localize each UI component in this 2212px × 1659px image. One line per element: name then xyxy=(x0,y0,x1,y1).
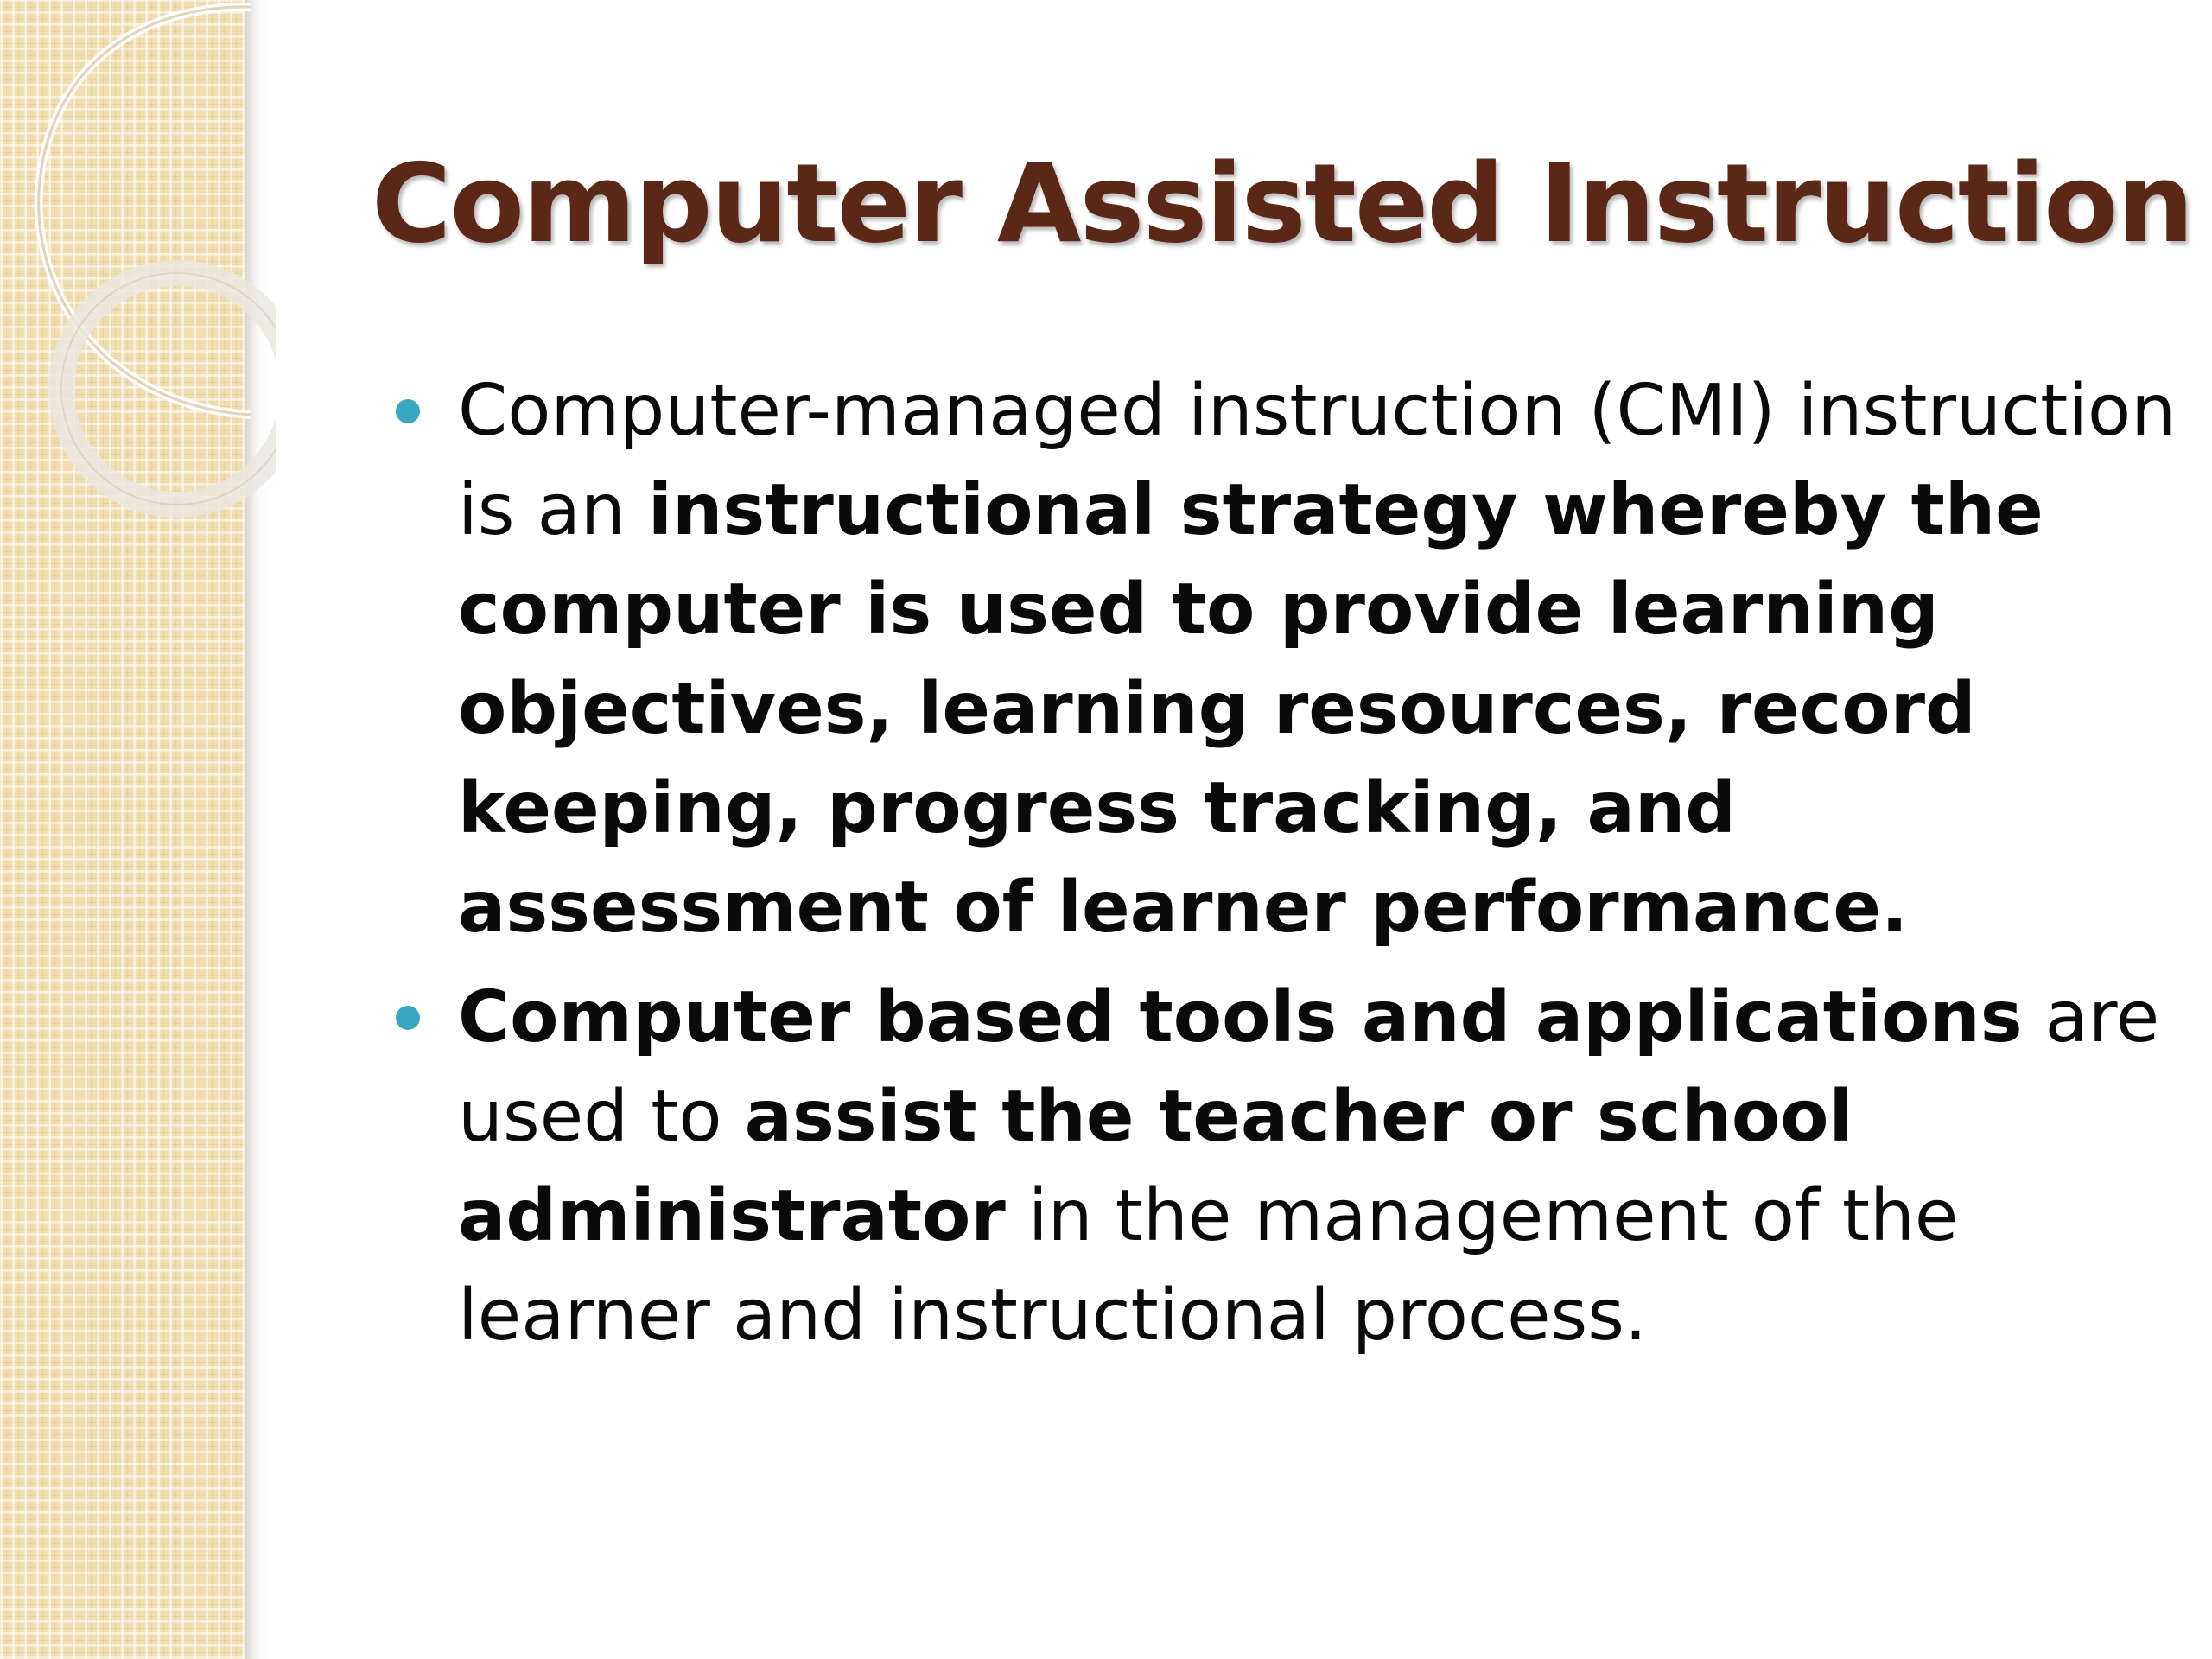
bullet-dot-icon xyxy=(396,399,420,423)
bullet-list xyxy=(458,361,2177,1376)
bullet-text-normal: are used to xyxy=(458,976,2160,1158)
bullet-tools xyxy=(458,968,2177,1365)
bullet-text-normal: Computer-managed instruction (CMI) instruction is an xyxy=(458,370,2177,551)
bullet-text-bold: assist the teacher or school administrator xyxy=(458,1076,1853,1257)
slide-title: Computer Assisted Instruction xyxy=(372,140,2193,267)
decorative-rings-icon xyxy=(0,0,276,553)
bullet-text-normal: in the management of the learner and instructional process. xyxy=(458,1175,1959,1357)
bullet-text-bold: Computer based tools and applications xyxy=(458,976,2023,1058)
bullet-text-bold: instructional strategy whereby the computer is used to provide learning objectives, learning resources, record keeping, progress tracking, and assessment of learner performance. xyxy=(458,469,2044,949)
bullet-cmi xyxy=(458,361,2177,957)
bullet-dot-icon xyxy=(396,1006,420,1030)
